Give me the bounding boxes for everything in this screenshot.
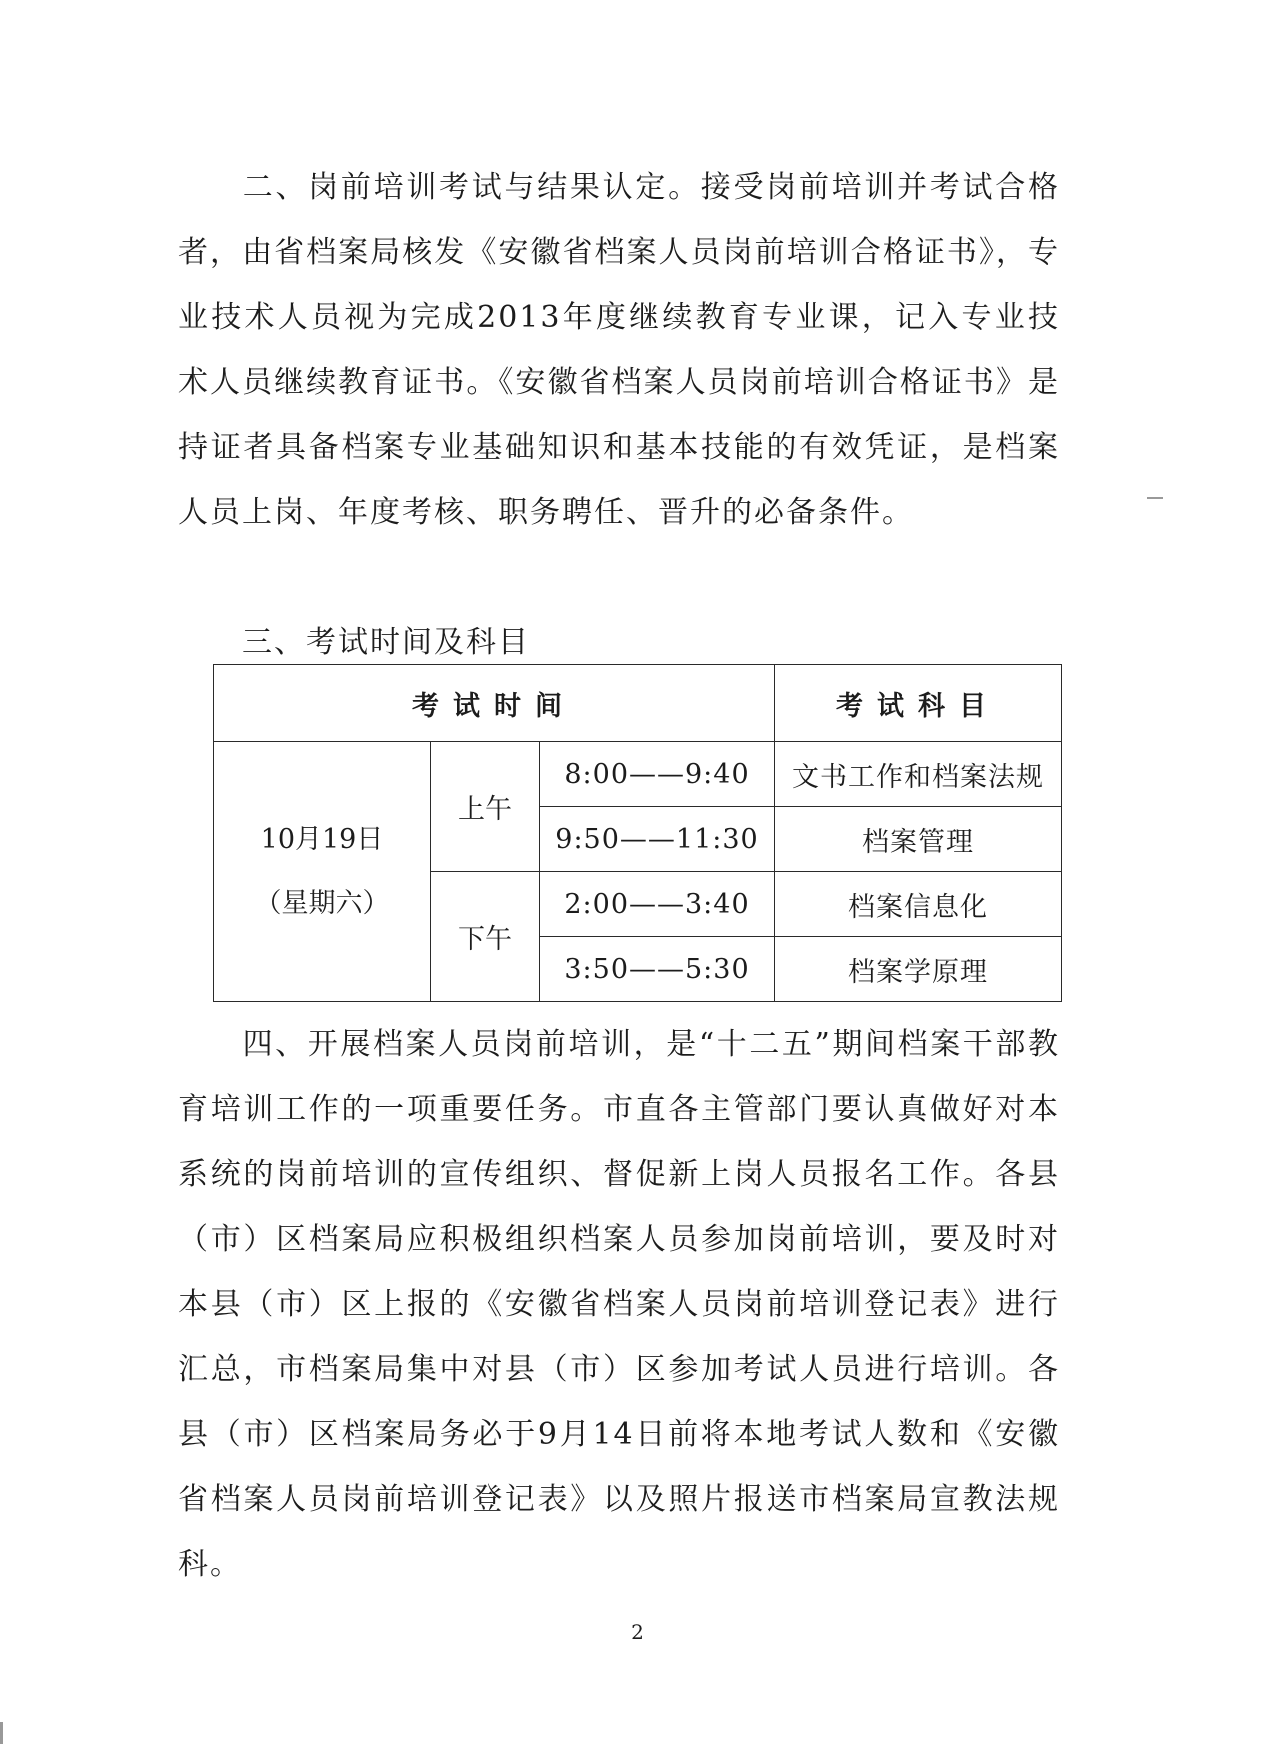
time-cell: 3:50——5:30 — [540, 937, 775, 1002]
header-exam-subject: 考试科目 — [775, 665, 1062, 742]
time-cell: 9:50——11:30 — [540, 807, 775, 872]
subject-cell: 档案管理 — [775, 807, 1062, 872]
subject-cell: 档案信息化 — [775, 872, 1062, 937]
header-exam-time: 考试时间 — [214, 665, 775, 742]
subject-cell: 档案学原理 — [775, 937, 1062, 1002]
time-cell: 2:00——3:40 — [540, 872, 775, 937]
scan-mark — [0, 1722, 3, 1744]
exam-schedule-table — [213, 664, 1062, 1002]
afternoon-cell: 下午 — [431, 872, 540, 1002]
paragraph-2 — [178, 155, 1060, 545]
paragraph-4 — [178, 1012, 1060, 1597]
section-heading-3-text: 三、考试时间及科目 — [242, 625, 530, 660]
exam-date: 10月19日 — [260, 823, 384, 855]
exam-weekday: （星期六） — [254, 887, 390, 919]
table-row — [214, 742, 1062, 807]
time-cell: 8:00——9:40 — [540, 742, 775, 807]
table-header-row — [214, 665, 1062, 742]
subject-cell: 文书工作和档案法规 — [775, 742, 1062, 807]
morning-cell: 上午 — [431, 742, 540, 872]
page-number: 2 — [631, 1620, 644, 1644]
paragraph-4-text: 四、开展档案人员岗前培训，是“十二五”期间档案干部教育培训工作的一项重要任务。市直各主管部门要认真做好对本系统的岗前培训的宣传组织、督促新上岗人员报名工作。各县（市）区档案局应积极组织档案人员参加岗前培训，要及时对本县（市）区上报的《安徽省档案人员岗前培训登记表》进行汇总，市档案局集中对县（市）区参加考试人员进行培训。各县（市）区档案局务必于9月14日前将本地考试人数和《安徽省档案人员岗前培训登记表》以及照片报送市档案局宣教法规科。 — [178, 1027, 1060, 1582]
scan-mark — [1147, 497, 1163, 499]
exam-date-cell — [214, 742, 431, 1002]
paragraph-2-text: 二、岗前培训考试与结果认定。接受岗前培训并考试合格者，由省档案局核发《安徽省档案人员岗前培训合格证书》，专业技术人员视为完成2013年度继续教育专业课，记入专业技术人员继续教育证书。《安徽省档案人员岗前培训合格证书》是持证者具备档案专业基础知识和基本技能的有效凭证，是档案人员上岗、年度考核、职务聘任、晋升的必备条件。 — [178, 170, 1060, 530]
